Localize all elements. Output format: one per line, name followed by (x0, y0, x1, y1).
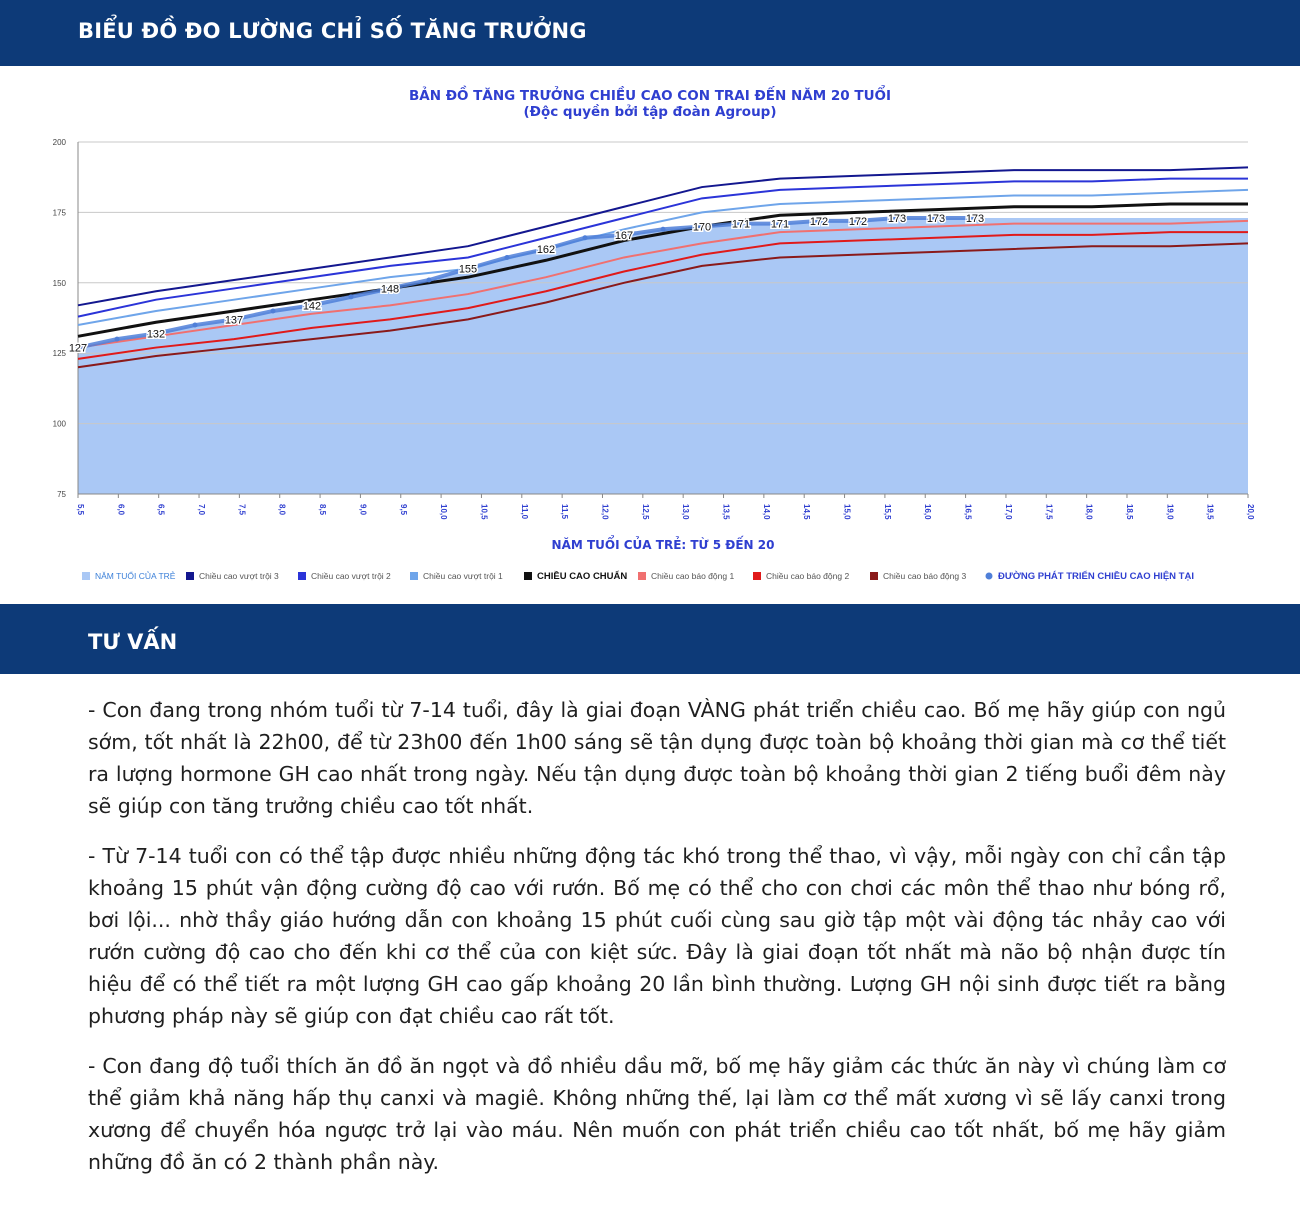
data-label: 137 (224, 314, 244, 327)
legend-marker (186, 572, 194, 580)
data-label: 167 (614, 229, 634, 242)
y-tick-label: 100 (52, 419, 66, 429)
legend-marker (298, 572, 306, 580)
x-tick-label: 16,0 (923, 504, 933, 520)
data-label: 171 (731, 218, 751, 231)
y-tick-label: 175 (52, 208, 66, 218)
legend-marker (753, 572, 761, 580)
legend-label: NĂM TUỔI CỦA TRẺ (95, 571, 176, 581)
current-growth-point (271, 308, 276, 313)
x-tick-label: 11,0 (519, 504, 529, 520)
data-label: 173 (887, 213, 907, 226)
page-title: BIỂU ĐỒ ĐO LƯỜNG CHỈ SỐ TĂNG TRƯỞNG (78, 19, 587, 43)
legend-label: Chiều cao báo động 1 (651, 571, 735, 581)
x-tick-label: 6,0 (116, 504, 126, 516)
chart-subtitle: (Độc quyền bởi tập đoàn Agroup) (523, 104, 777, 120)
x-tick-label: 19,0 (1165, 504, 1175, 520)
legend-label: ĐƯỜNG PHÁT TRIỂN CHIỀU CAO HIỆN TẠI (998, 571, 1194, 582)
advice-paragraph-1: - Con đang trong nhóm tuổi từ 7-14 tuổi, đây là giai đoạn VÀNG phát triển chiều cao. Bố mẹ hãy giúp con ngủ sớm, tốt nhất là 22h00, để từ 23h00 đến 1h00 sáng sẽ tận dụng được toàn bộ khoảng thời gian mà cơ thể tiết ra lượng hormone GH cao nhất trong ngày. Nếu tận dụng được toàn bộ khoảng thời gian 2 tiếng buổi đêm này sẽ giúp con tăng trưởng chiều cao tốt nhất. (88, 698, 1226, 818)
legend-marker (82, 572, 90, 580)
x-tick-label: 17,5 (1044, 504, 1054, 520)
legend-marker (524, 572, 532, 580)
data-label: 132 (146, 328, 166, 341)
y-tick-label: 125 (52, 349, 66, 359)
x-tick-label: 12,5 (640, 504, 650, 520)
data-label: 172 (809, 215, 829, 228)
current-growth-point (115, 337, 120, 342)
advice-paragraph-2: - Từ 7-14 tuổi con có thể tập được nhiều những động tác khó trong thể thao, vì vậy, mỗi ngày con chỉ cần tập khoảng 15 phút vận động cường độ cao với rướn. Bố mẹ có thể cho con chơi các môn thể thao như bóng rổ, bơi lội... nhờ thầy giáo hướng dẫn con khoảng 15 phút cuối cùng sau giờ tập một vài động tác nhảy cao với rướn cường độ cao cho đến khi cơ thể của con kiệt sức. Đây là giai đoạn tốt nhất mà não bộ nhận được tín hiệu để có thể tiết ra một lượng GH cao gấp khoảng 20 lần bình thường. Lượng GH nội sinh được tiết ra bằng phương pháp này sẽ giúp con đạt chiều cao rất tốt. (88, 844, 1226, 1028)
chart-title: BẢN ĐỒ TĂNG TRƯỞNG CHIỀU CAO CON TRAI ĐẾN NĂM 20 TUỔI (408, 88, 892, 104)
x-tick-label: 10,0 (439, 504, 449, 520)
y-tick-label: 75 (57, 490, 66, 499)
x-tick-label: 5,5 (76, 504, 85, 516)
data-label: 170 (692, 221, 712, 234)
current-growth-point (427, 277, 432, 282)
x-tick-label: 7,5 (237, 504, 247, 516)
data-label: 142 (302, 300, 322, 313)
legend-marker (986, 573, 993, 580)
legend-marker (410, 572, 418, 580)
legend-marker (870, 572, 878, 580)
legend-label: Chiều cao vượt trội 1 (423, 571, 503, 581)
x-tick-label: 17,0 (1003, 504, 1013, 520)
data-label: 172 (848, 215, 868, 228)
data-label: 127 (68, 342, 88, 355)
x-tick-label: 13,0 (681, 504, 691, 520)
x-tick-label: 18,5 (1124, 504, 1134, 520)
legend-label: Chiều cao vượt trội 3 (199, 571, 279, 581)
x-tick-label: 8,0 (277, 504, 287, 516)
x-axis-label: NĂM TUỔI CỦA TRẺ: TỪ 5 ĐẾN 20 (551, 538, 775, 552)
current-growth-point (505, 255, 510, 260)
x-tick-label: 19,5 (1205, 504, 1215, 520)
growth-chart (0, 66, 1300, 604)
advice-banner (0, 604, 1300, 674)
data-label: 162 (536, 244, 556, 257)
x-tick-label: 12,0 (600, 504, 610, 520)
x-tick-label: 11,5 (560, 504, 570, 520)
section-title: TƯ VẤN (88, 630, 178, 654)
x-tick-label: 16,5 (963, 504, 973, 520)
x-tick-label: 10,5 (479, 504, 489, 520)
data-label: 148 (380, 283, 400, 296)
data-label: 155 (458, 263, 478, 276)
legend-label: Chiều cao vượt trội 2 (311, 571, 391, 581)
x-tick-label: 13,5 (721, 504, 731, 520)
x-tick-label: 6,5 (156, 504, 166, 516)
area-fill (78, 215, 1248, 494)
x-tick-label: 9,0 (358, 504, 368, 516)
data-label: 173 (965, 213, 985, 226)
legend-marker (638, 572, 646, 580)
x-tick-label: 9,5 (398, 504, 408, 516)
current-growth-point (349, 294, 354, 299)
x-tick-label: 7,0 (197, 504, 207, 516)
current-growth-point (661, 227, 666, 232)
legend-label: Chiều cao báo động 3 (883, 571, 967, 581)
x-tick-label: 14,5 (802, 504, 812, 520)
advice-paragraph-3: - Con đang độ tuổi thích ăn đồ ăn ngọt và đồ nhiều dầu mỡ, bố mẹ hãy giảm các thức ăn này vì chúng làm cơ thể giảm khả năng hấp thụ canxi và magiê. Không những thế, lại làm cơ thể mất xương vì sẽ lấy canxi trong xương để chuyển hóa ngược trở lại vào máu. Nên muốn con phát triển chiều cao tốt nhất, bố mẹ hãy giảm những đồ ăn có 2 thành phần này. (88, 1054, 1226, 1174)
x-tick-label: 20,0 (1246, 504, 1255, 520)
x-tick-label: 8,5 (318, 504, 328, 516)
y-tick-label: 200 (52, 138, 66, 147)
legend-label: CHIỀU CAO CHUẨN (537, 571, 628, 582)
header-banner (0, 0, 1300, 66)
x-tick-label: 15,0 (842, 504, 852, 520)
x-tick-label: 18,0 (1084, 504, 1094, 520)
current-growth-point (583, 235, 588, 240)
x-tick-label: 14,0 (761, 504, 771, 520)
current-growth-point (193, 323, 198, 328)
x-tick-label: 15,5 (882, 504, 892, 520)
data-label: 173 (926, 213, 946, 226)
y-tick-label: 150 (52, 278, 66, 288)
data-label: 171 (770, 218, 790, 231)
chart-svg (0, 66, 1300, 604)
legend-label: Chiều cao báo động 2 (766, 571, 850, 581)
